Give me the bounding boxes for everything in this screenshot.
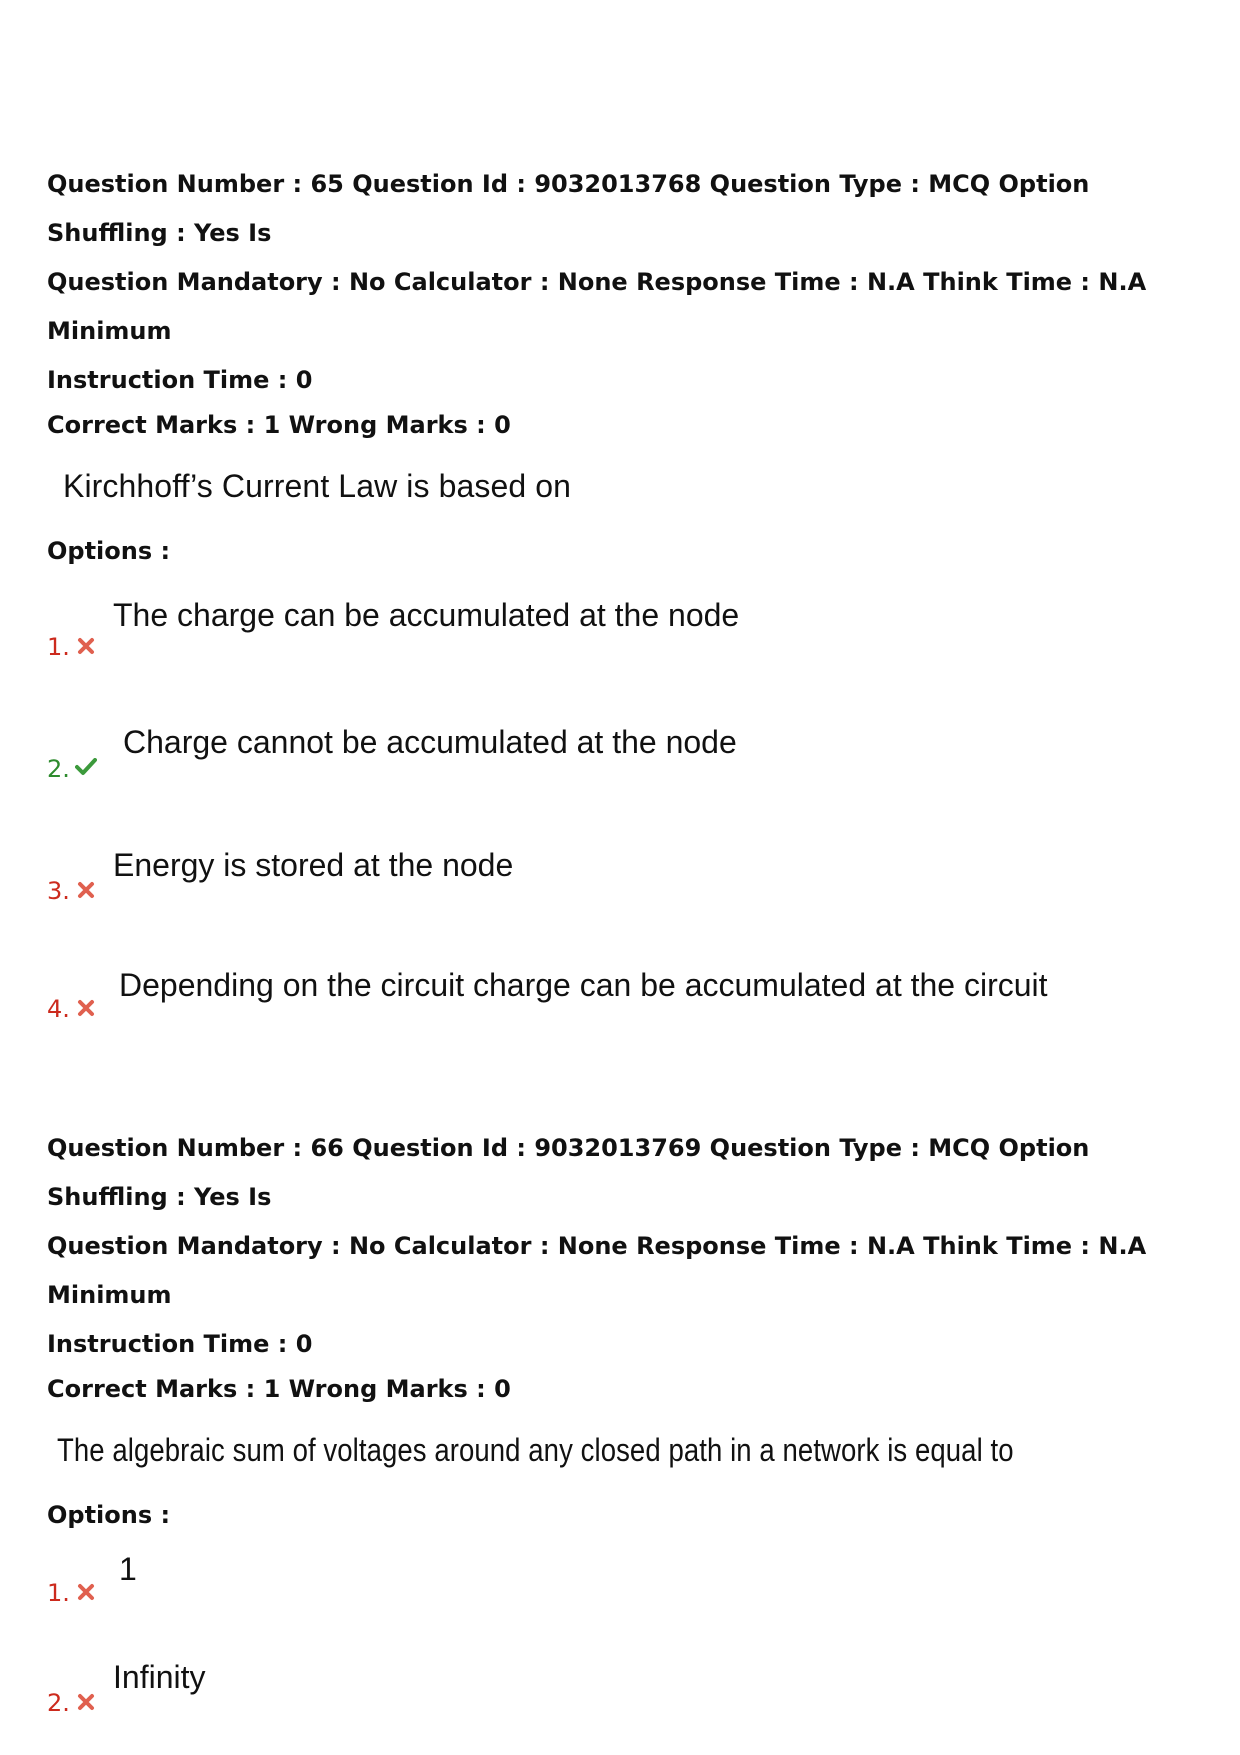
- meta-line: Question Mandatory : No Calculator : None Response Time : N.A Think Time : N.A Minimum: [47, 268, 1147, 345]
- meta-line: Question Number : 66 Question Id : 9032013769 Question Type : MCQ Option Shuffling : Yes Is: [47, 1134, 1090, 1211]
- option-number: 2.: [47, 755, 70, 783]
- cross-icon: [77, 1693, 95, 1711]
- option-text: Infinity: [113, 1659, 206, 1695]
- option-text: Energy is stored at the node: [113, 847, 514, 883]
- cross-icon: [77, 881, 95, 899]
- question-meta: [47, 1124, 1207, 1369]
- option-number: 1.: [47, 1579, 70, 1607]
- option-2: [47, 725, 1207, 847]
- meta-line: Instruction Time : 0: [47, 366, 313, 394]
- option-number: 1.: [47, 633, 70, 661]
- question-block-65: [47, 160, 1207, 1047]
- meta-line: Instruction Time : 0: [47, 1330, 313, 1358]
- meta-line: Question Number : 65 Question Id : 9032013768 Question Type : MCQ Option Shuffling : Yes Is: [47, 170, 1090, 247]
- option-text: Charge cannot be accumulated at the node: [123, 724, 737, 760]
- option-1: [47, 1551, 1207, 1665]
- marks-line: Correct Marks : 1 Wrong Marks : 0: [47, 411, 511, 439]
- question-text: The algebraic sum of voltages around any closed path in a network is equal to: [57, 1432, 1014, 1468]
- option-4: [47, 967, 1207, 1047]
- option-number: 2.: [47, 1689, 70, 1717]
- question-block-66: [47, 1124, 1207, 1745]
- option-number: 3.: [47, 877, 70, 905]
- option-3: [47, 847, 1207, 967]
- cross-icon: [77, 1583, 95, 1601]
- check-icon: [75, 758, 97, 776]
- cross-icon: [77, 637, 95, 655]
- option-1: [47, 597, 1207, 725]
- question-meta: [47, 160, 1207, 405]
- cross-icon: [77, 999, 95, 1017]
- option-number: 4.: [47, 995, 70, 1023]
- option-2: [47, 1659, 1207, 1745]
- option-text: 1: [119, 1551, 137, 1587]
- options-label: Options :: [47, 537, 171, 565]
- marks-line: Correct Marks : 1 Wrong Marks : 0: [47, 1375, 511, 1403]
- meta-line: Question Mandatory : No Calculator : None Response Time : N.A Think Time : N.A Minimum: [47, 1232, 1147, 1309]
- options-label: Options :: [47, 1501, 171, 1529]
- option-text: Depending on the circuit charge can be accumulated at the circuit: [119, 967, 1048, 1003]
- question-text: Kirchhoff’s Current Law is based on: [63, 468, 572, 504]
- option-text: The charge can be accumulated at the node: [113, 597, 740, 633]
